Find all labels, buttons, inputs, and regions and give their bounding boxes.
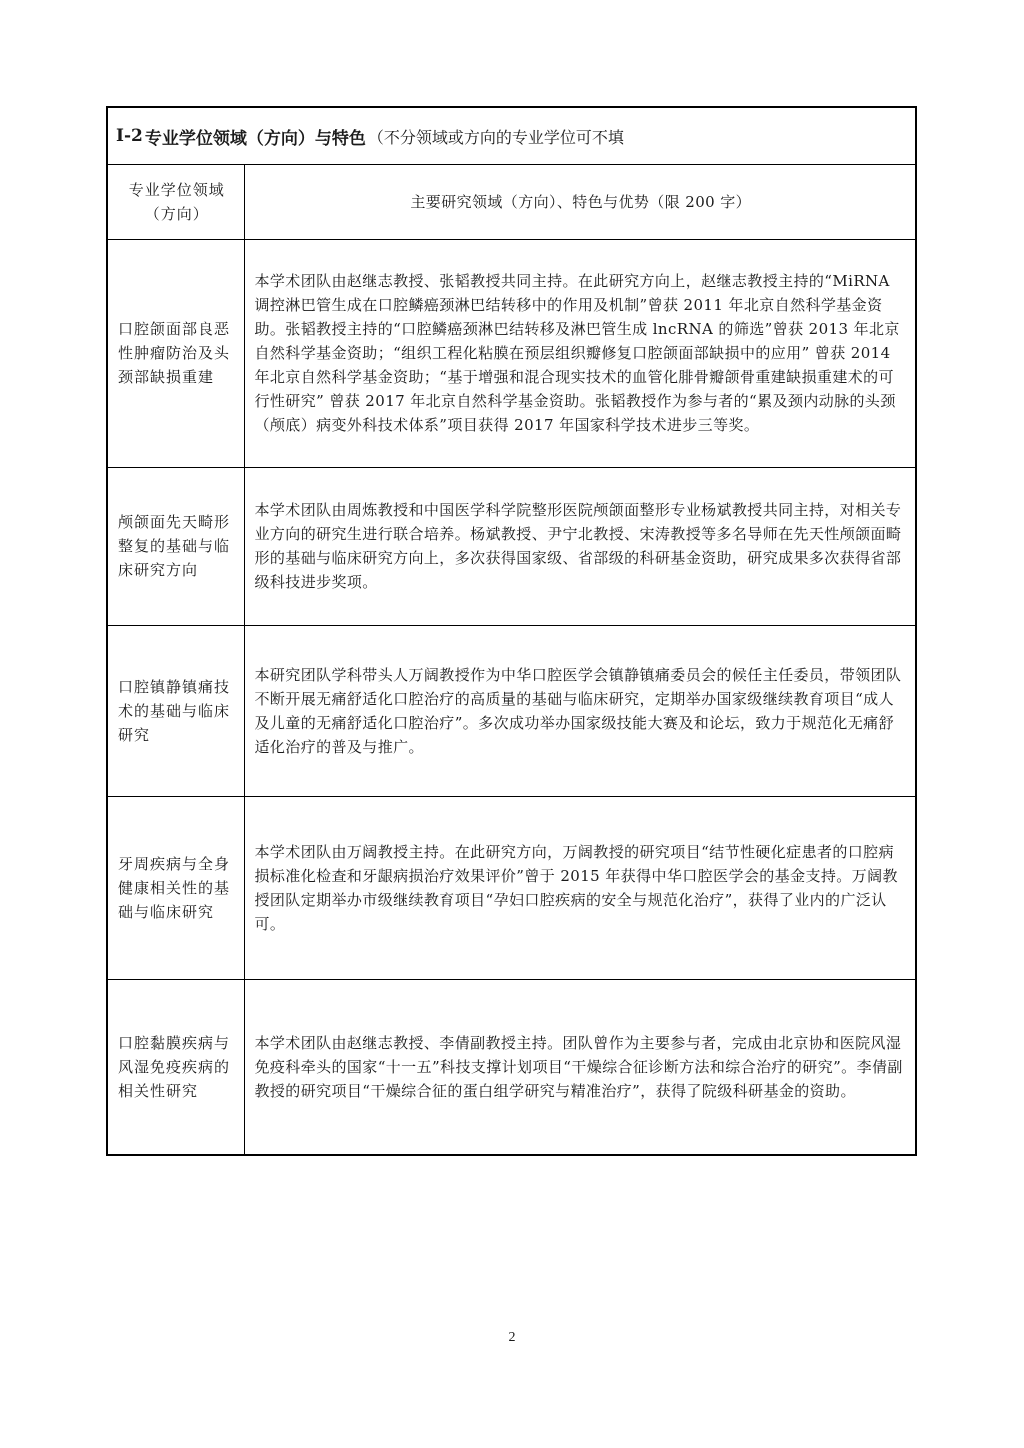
area-name: 口腔黏膜疾病与风湿免疫疾病的相关性研究 [108, 979, 244, 1154]
areas-table [108, 165, 915, 1154]
table-row [108, 625, 915, 796]
area-description: 本学术团队由赵继志教授、李倩副教授主持。团队曾作为主要参与者，完成由北京协和医院风湿免疫科牵头的国家“十一五”科技支撑计划项目“干燥综合征诊断方法和综合治疗的研究”。李倩副教授的研究项目“干燥综合征的蛋白组学研究与精准治疗”，获得了院级科研基金的资助。 [244, 979, 915, 1154]
area-description: 本研究团队学科带头人万阔教授作为中华口腔医学会镇静镇痛委员会的候任主任委员，带领团队不断开展无痛舒适化口腔治疗的高质量的基础与临床研究，定期举办国家级继续教育项目“成人及儿童的无痛舒适化口腔治疗”。多次成功举办国家级技能大赛及和论坛，致力于规范化无痛舒适化治疗的普及与推广。 [244, 625, 915, 796]
table-row [108, 239, 915, 467]
form-table [106, 106, 917, 1156]
page-number: 2 [508, 1330, 516, 1345]
area-description: 本学术团队由周炼教授和中国医学科学院整形医院颅颌面整形专业杨斌教授共同主持，对相关专业方向的研究生进行联合培养。杨斌教授、尹宁北教授、宋涛教授等多名导师在先天性颅颌面畸形的基础与临床研究方向上，多次获得国家级、省部级的科研基金资助，研究成果多次获得省部级科技进步奖项。 [244, 467, 915, 625]
area-description: 本学术团队由赵继志教授、张韬教授共同主持。在此研究方向上，赵继志教授主持的“MiRNA 调控淋巴管生成在口腔鳞癌颈淋巴结转移中的作用及机制”曾获 2011 年北京自然科学基金资助。张韬教授主持的“口腔鳞癌颈淋巴结转移及淋巴管生成 lncRNA 的筛选”曾获 2013 年北京自然科学基金资助；“组织工程化粘膜在预层组织瓣修复口腔颌面部缺损中的应用” 曾获 2014 年北京自然科学基金资助；“基于增强和混合现实技术的血管化腓骨瓣颌骨重建缺损重建术的可行性研究” 曾获 2017 年北京自然科学基金资助。张韬教授作为参与者的“累及颈内动脉的头颈（颅底）病变外科技术体系”项目获得 2017 年国家科学技术进步三等奖。 [244, 239, 915, 467]
area-name: 牙周疾病与全身健康相关性的基础与临床研究 [108, 796, 244, 979]
area-name: 颅颌面先天畸形整复的基础与临床研究方向 [108, 467, 244, 625]
column-header-description: 主要研究领域（方向）、特色与优势（限 200 字） [410, 192, 752, 211]
section-heading: 专业学位领域（方向）与特色 [144, 128, 366, 149]
table-header-row [108, 165, 915, 239]
area-name: 口腔颌面部良恶性肿瘤防治及头颈部缺损重建 [108, 239, 244, 467]
table-row [108, 467, 915, 625]
section-title [108, 108, 915, 165]
area-description: 本学术团队由万阔教授主持。在此研究方向，万阔教授的研究项目“结节性硬化症患者的口腔病损标准化检查和牙龈病损治疗效果评价”曾于 2015 年获得中华口腔医学会的基金支持。万阔教授团队定期举办市级继续教育项目“孕妇口腔疾病的安全与规范化治疗”，获得了业内的广泛认可。 [244, 796, 915, 979]
section-code: I-2 [116, 126, 143, 146]
table-row [108, 979, 915, 1154]
column-header-area: 专业学位领域（方向） [108, 165, 244, 239]
table-row [108, 796, 915, 979]
section-note: （不分领域或方向的专业学位可不填 [367, 127, 624, 147]
area-name: 口腔镇静镇痛技术的基础与临床研究 [108, 625, 244, 796]
